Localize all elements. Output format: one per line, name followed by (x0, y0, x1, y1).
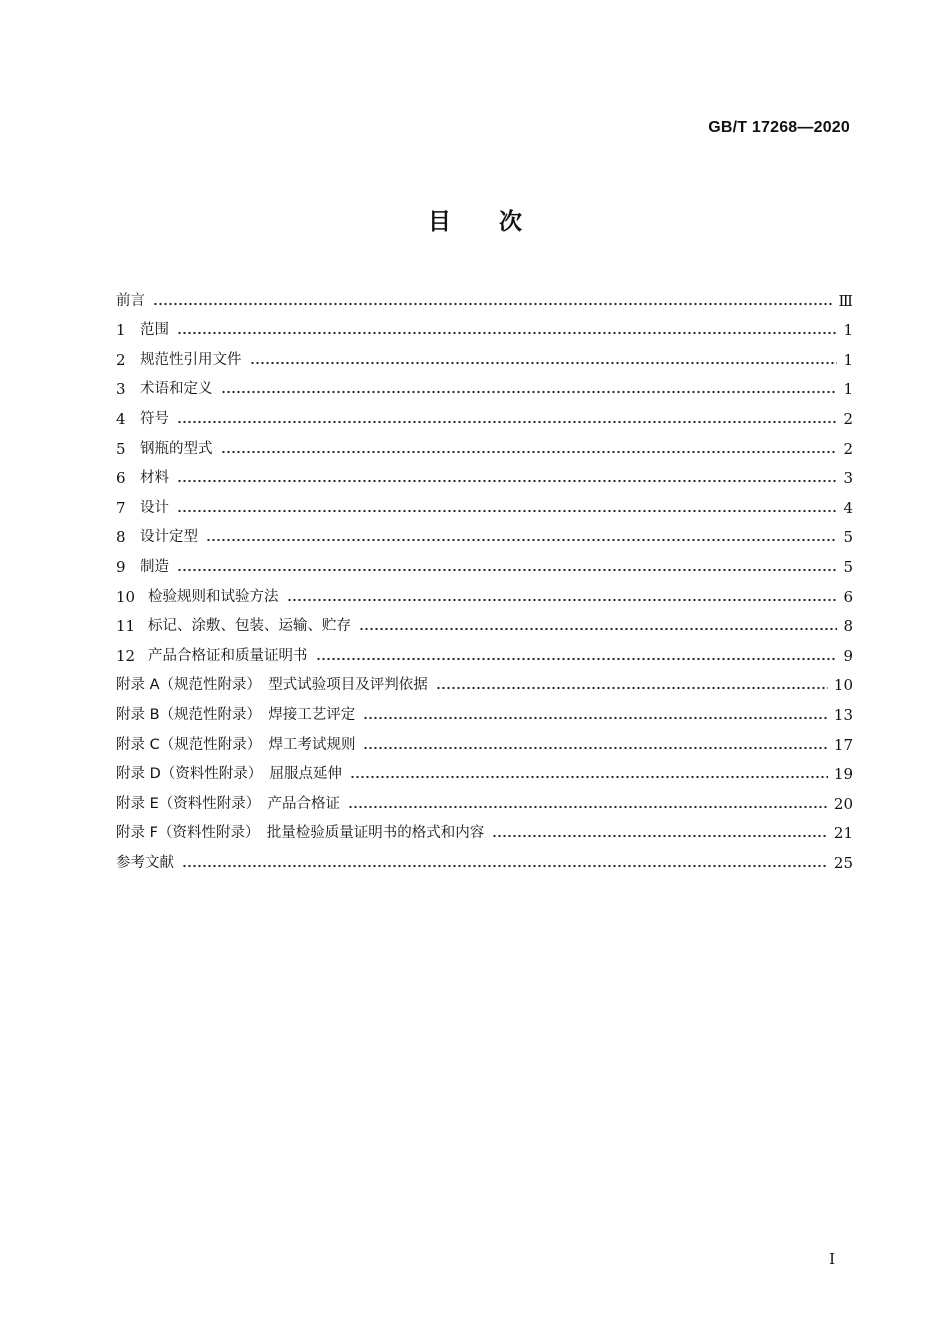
toc-entry-number: 1 (116, 321, 126, 340)
toc-entry[interactable] (116, 608, 853, 638)
page-title: 目次 (428, 209, 570, 235)
toc-entry[interactable] (116, 312, 853, 342)
dot-leader (221, 390, 838, 394)
toc-entry-number: 10 (116, 587, 136, 606)
toc-entry-label: 范围 (140, 322, 169, 339)
toc-entry[interactable] (116, 696, 853, 726)
toc-entry-label: 附录 F（资料性附录） 批量检验质量证明书的格式和内容 (116, 825, 485, 842)
toc-entry[interactable] (116, 785, 853, 815)
toc-entry-page: Ⅲ (838, 291, 853, 310)
dot-leader (182, 864, 828, 868)
toc-entry-number: 2 (116, 350, 126, 369)
toc-entry[interactable] (116, 371, 853, 401)
dot-leader (177, 509, 837, 513)
toc-entry[interactable] (116, 756, 853, 786)
toc-entry-page: 1 (843, 350, 853, 369)
toc-entry-label: 标记、涂敷、包装、运输、贮存 (148, 618, 351, 635)
toc-entry[interactable] (116, 460, 853, 490)
toc-entry-page: 8 (843, 617, 853, 636)
dot-leader (177, 331, 837, 335)
toc-entry-page: 21 (833, 824, 853, 843)
toc-entry-page: 25 (833, 853, 853, 872)
toc-entry-number: 3 (116, 380, 126, 399)
dot-leader (436, 686, 828, 690)
standard-number: GB/T 17268—2020 (708, 119, 850, 136)
toc-entry[interactable] (116, 282, 853, 312)
toc-entry-number: 4 (116, 409, 126, 428)
dot-leader (153, 302, 833, 306)
toc-entry-page: 1 (843, 321, 853, 340)
dot-leader (492, 834, 828, 838)
dot-leader (250, 361, 838, 365)
toc-entry-number: 11 (116, 617, 136, 636)
toc-entry-page: 10 (833, 676, 853, 695)
toc-entry[interactable] (116, 400, 853, 430)
toc-entry-label: 符号 (140, 410, 169, 427)
toc-entry-label: 制造 (140, 558, 169, 575)
toc-entry-label: 附录 D（资料性附录） 屈服点延伸 (116, 766, 343, 783)
dot-leader (177, 479, 837, 483)
toc-entry-page: 2 (843, 439, 853, 458)
toc-entry-label: 规范性引用文件 (140, 351, 242, 368)
page-folio: I (829, 1250, 835, 1268)
toc-entry-label: 设计 (140, 499, 169, 516)
toc-entry-page: 5 (843, 528, 853, 547)
toc-entry[interactable] (116, 637, 853, 667)
dot-leader (206, 538, 837, 542)
toc-entry-number: 6 (116, 469, 126, 488)
toc-entry[interactable] (116, 548, 853, 578)
dot-leader (287, 598, 838, 602)
dot-leader (316, 657, 838, 661)
toc-entry-label: 附录 A（规范性附录） 型式试验项目及评判依据 (116, 677, 428, 694)
toc-entry-page: 17 (833, 735, 853, 754)
toc-entry-number: 9 (116, 557, 126, 576)
toc-entry-label: 产品合格证和质量证明书 (148, 647, 308, 664)
toc-entry-label: 设计定型 (140, 529, 198, 546)
toc-entry-label: 附录 E（资料性附录） 产品合格证 (116, 795, 341, 812)
dot-leader (177, 568, 837, 572)
toc-entry[interactable] (116, 519, 853, 549)
toc-entry-page: 6 (843, 587, 853, 606)
toc-entry[interactable] (116, 667, 853, 697)
toc-entry-page: 3 (843, 469, 853, 488)
dot-leader (350, 775, 828, 779)
toc-entry-label: 参考文献 (116, 854, 174, 871)
dot-leader (363, 746, 827, 750)
toc-entry-page: 20 (833, 794, 853, 813)
toc-entry-label: 材料 (140, 470, 169, 487)
toc-entry-number: 7 (116, 498, 126, 517)
toc-entry-label: 附录 C（规范性附录） 焊工考试规则 (116, 736, 356, 753)
toc-entry[interactable] (116, 726, 853, 756)
toc-entry[interactable] (116, 578, 853, 608)
toc-entry-label: 前言 (116, 292, 145, 309)
toc-entry[interactable] (116, 815, 853, 845)
toc-entry-number: 5 (116, 439, 126, 458)
toc-entry[interactable] (116, 430, 853, 460)
toc-entry-page: 19 (833, 765, 853, 784)
toc-entry-page: 2 (843, 409, 853, 428)
dot-leader (359, 627, 837, 631)
toc-entry-page: 9 (843, 646, 853, 665)
dot-leader (348, 805, 828, 809)
toc-entry-label: 检验规则和试验方法 (148, 588, 279, 605)
toc-entry-page: 5 (843, 557, 853, 576)
toc-entry-label: 术语和定义 (140, 381, 213, 398)
toc-entry[interactable] (116, 341, 853, 371)
toc-entry[interactable] (116, 844, 853, 874)
toc-entry-label: 附录 B（规范性附录） 焊接工艺评定 (116, 706, 356, 723)
toc-entry-page: 4 (843, 498, 853, 517)
dot-leader (221, 450, 838, 454)
toc-entry-number: 8 (116, 528, 126, 547)
toc-entry-number: 12 (116, 646, 136, 665)
toc-entry-page: 13 (833, 705, 853, 724)
toc-entry-page: 1 (843, 380, 853, 399)
toc-entry-label: 钢瓶的型式 (140, 440, 213, 457)
table-of-contents (116, 282, 853, 874)
toc-entry[interactable] (116, 489, 853, 519)
dot-leader (363, 716, 828, 720)
dot-leader (177, 420, 837, 424)
